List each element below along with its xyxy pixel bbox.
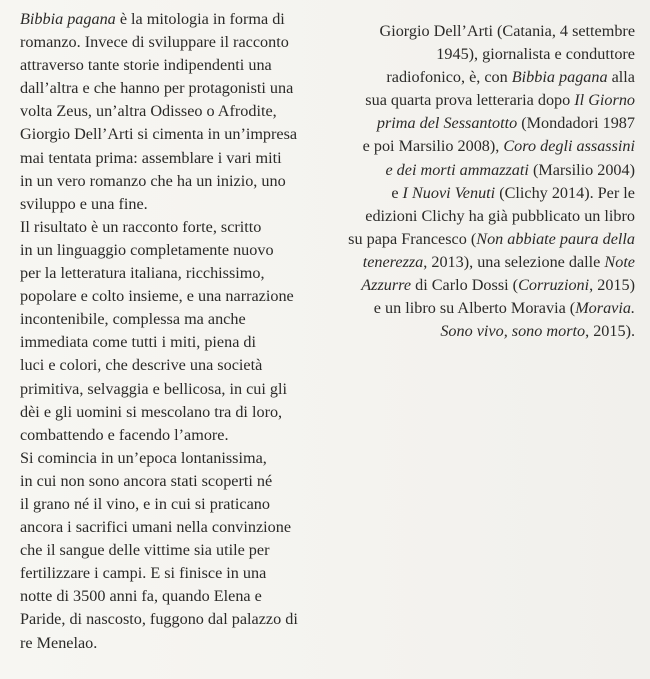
synopsis-line (20, 77, 335, 100)
synopsis-line (20, 262, 335, 285)
bio-line (330, 228, 635, 251)
synopsis-line (20, 562, 335, 585)
synopsis-line (20, 493, 335, 516)
synopsis-line (20, 31, 335, 54)
text-segment: Si comincia in un’epoca lontanissima, (20, 448, 267, 467)
text-segment: immediata come tutti i miti, piena di (20, 333, 257, 352)
text-segment: incontenibile, complessa ma anche (20, 310, 246, 329)
synopsis-line (20, 123, 335, 146)
italic-title-text: prima del Sessantotto (376, 114, 518, 133)
bio-line (330, 20, 635, 43)
text-segment: in cui non sono ancora stati scoperti né (20, 471, 273, 490)
synopsis-line (20, 170, 335, 193)
italic-title-text: Corruzioni (518, 276, 590, 295)
text-segment: che il sangue delle vittime sia utile per (20, 541, 270, 560)
italic-title-text: Note (604, 252, 635, 271)
text-segment: su papa Francesco ( (348, 229, 477, 248)
synopsis-line (20, 539, 335, 562)
italic-title-text: Non abbiate paura della (476, 229, 635, 248)
text-segment: (Mondadori 1987 (517, 114, 635, 133)
text-segment: primitiva, selvaggia e bellicosa, in cui gli (20, 379, 288, 398)
italic-title-text: Sono vivo, sono morto (440, 322, 586, 341)
text-segment: 1945), giornalista e conduttore (436, 45, 635, 64)
synopsis-line (20, 285, 335, 308)
text-segment: in un linguaggio completamente nuovo (20, 240, 274, 259)
synopsis-line (20, 470, 335, 493)
text-segment: popolare e colto insieme, e una narrazione (20, 287, 294, 306)
bio-line (330, 297, 635, 320)
synopsis-line (20, 632, 335, 655)
text-segment: notte di 3500 anni fa, quando Elena e (20, 587, 262, 606)
italic-title-text: Il Giorno (574, 91, 635, 110)
synopsis-line (20, 239, 335, 262)
italic-title-text: Bibbia pagana (20, 10, 116, 28)
text-segment: dèi e gli uomini si mescolano tra di loro, (20, 402, 283, 421)
text-segment: alla (607, 68, 635, 87)
text-segment: sviluppo e una fine. (20, 194, 148, 213)
text-segment: e (391, 183, 403, 202)
text-segment: romanzo. Invece di sviluppare il racconto (20, 33, 289, 52)
text-segment: volta Zeus, un’altra Odisseo o Afrodite, (20, 102, 277, 121)
synopsis-line (20, 331, 335, 354)
text-segment: Giorgio Dell’Arti (Catania, 4 settembre (379, 22, 635, 40)
text-segment: fertilizzare i campi. E si finisce in una (20, 564, 267, 583)
bio-line (330, 89, 635, 112)
author-bio-column (330, 20, 635, 343)
synopsis-line (20, 585, 335, 608)
text-segment: è la mitologia in forma di (115, 10, 285, 28)
synopsis-line (20, 447, 335, 470)
italic-title-text: e dei morti ammazzati (385, 160, 529, 179)
text-segment: sua quarta prova letteraria dopo (365, 91, 575, 110)
synopsis-line (20, 193, 335, 216)
text-segment: dall’altra e che hanno per protagonisti una (20, 79, 294, 98)
synopsis-line (20, 378, 335, 401)
text-segment: ancora i sacrifici umani nella convinzione (20, 518, 292, 537)
text-segment: edizioni Clichy ha già pubblicato un libro (365, 206, 635, 225)
text-segment: Giorgio Dell’Arti si cimenta in un’impresa (20, 125, 298, 144)
synopsis-column (20, 8, 335, 655)
text-segment: attraverso tante storie indipendenti una (20, 56, 272, 75)
bio-line (330, 251, 635, 274)
bio-line (330, 320, 635, 343)
synopsis-line (20, 354, 335, 377)
bio-line (330, 182, 635, 205)
bio-line (330, 135, 635, 158)
text-segment: Paride, di nascosto, fuggono dal palazzo di (20, 610, 298, 629)
synopsis-line (20, 54, 335, 77)
text-segment: , 2013), una selezione dalle (423, 252, 605, 271)
synopsis-line (20, 401, 335, 424)
synopsis-line (20, 8, 335, 31)
italic-title-text: I Nuovi Venuti (402, 183, 496, 202)
text-segment: (Clichy 2014). Per le (495, 183, 635, 202)
italic-title-text: Moravia. (575, 299, 635, 318)
text-segment: mai tentata prima: assemblare i vari miti (20, 148, 282, 167)
text-segment: (Marsilio 2004) (528, 160, 635, 179)
text-segment: radiofonico, è, con (386, 68, 512, 87)
text-segment: di Carlo Dossi ( (411, 276, 519, 295)
synopsis-line (20, 608, 335, 631)
synopsis-line (20, 216, 335, 239)
italic-title-text: tenerezza (362, 252, 424, 271)
text-segment: e poi Marsilio 2008), (362, 137, 504, 156)
text-segment: re Menelao. (20, 633, 98, 652)
synopsis-line (20, 424, 335, 447)
text-segment: il grano né il vino, e in cui si praticano (20, 494, 270, 513)
bio-line (330, 66, 635, 89)
bio-line (330, 274, 635, 297)
text-segment: , 2015) (589, 276, 635, 295)
text-segment: combattendo e facendo l’amore. (20, 425, 229, 444)
synopsis-line (20, 147, 335, 170)
text-segment: in un vero romanzo che ha un inizio, uno (20, 171, 286, 190)
text-segment: , 2015). (585, 322, 635, 341)
bio-line (330, 43, 635, 66)
synopsis-line (20, 100, 335, 123)
italic-title-text: Coro degli assassini (503, 137, 635, 156)
text-segment: per la letteratura italiana, ricchissimo, (20, 264, 265, 283)
synopsis-line (20, 308, 335, 331)
bio-line (330, 205, 635, 228)
text-segment: luci e colori, che descrive una società (20, 356, 263, 375)
bio-line (330, 159, 635, 182)
bio-line (330, 112, 635, 135)
italic-title-text: Bibbia pagana (511, 68, 608, 87)
text-segment: Il risultato è un racconto forte, scritto (20, 217, 262, 236)
synopsis-line (20, 516, 335, 539)
italic-title-text: Azzurre (361, 276, 412, 295)
text-segment: e un libro su Alberto Moravia ( (373, 299, 576, 318)
